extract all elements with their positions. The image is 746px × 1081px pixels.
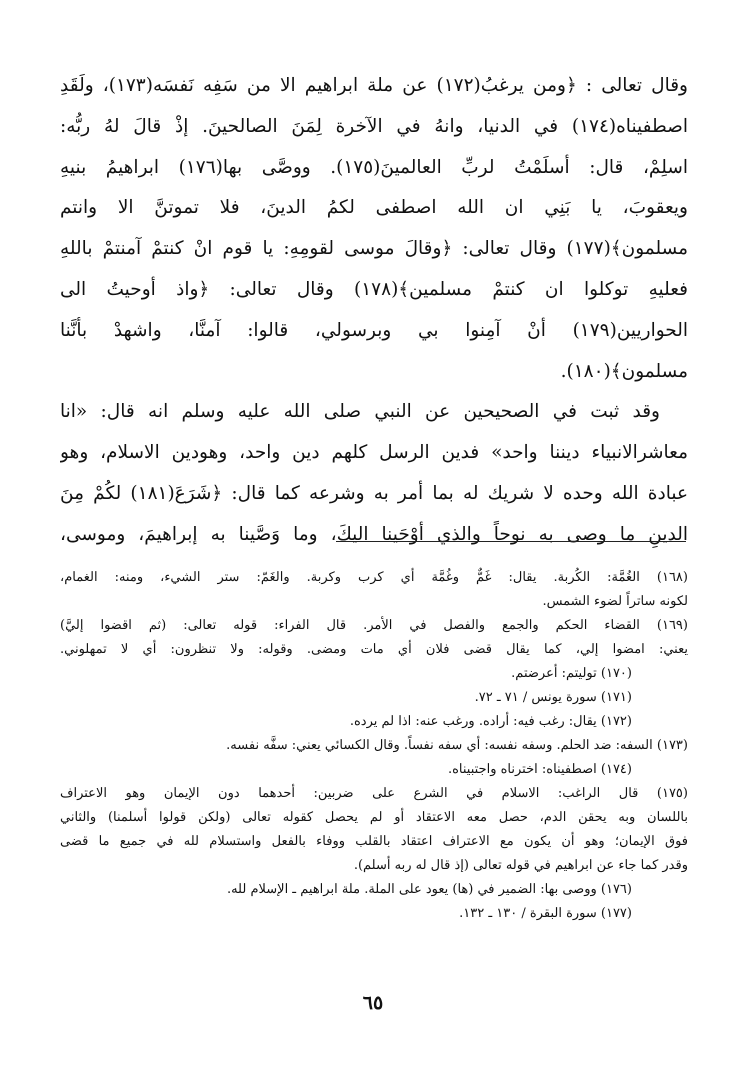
footnote-line: (١٦٩) القضاء الحكم والجمع والفصل في الأمر. قال الفراء: قوله تعالى: (ثم اقضوا إليَّ) — [60, 618, 688, 633]
footnote-line: (١٧٠) توليتم: أعرضتم. — [511, 666, 632, 681]
main-line: ويعقوبَ، يا بَنِي ان الله اصطفى لكمُ الدينَ، فلا تموتنَّ الا وانتم — [60, 197, 688, 219]
main-line: معاشرالانبياء ديننا واحد» فدين الرسل كلهم دين واحد، وهودين الاسلام، وهو — [60, 442, 688, 464]
main-line: مسلمون﴾(١٨٠). — [560, 360, 688, 382]
main-line: الحواريين(١٧٩) أنْ آمِنوا بي وبرسولي، قالوا: آمنَّا، واشهدْ بأنَّنا — [60, 319, 688, 341]
footnote-line: (١٧٧) سورة البقرة / ١٣٠ ـ ١٣٢. — [459, 906, 632, 921]
footnote-line: (١٦٨) الغُمَّة: الكُربة. يقال: غَمٌّ وغُمَّة أي كرب وكربة. والغَمّ: ستر الشيء، ومنه: الغمام، — [60, 570, 688, 585]
footnote-line: (١٧٥) قال الراغب: الاسلام في الشرع على ضربين: أحدهما دون الإيمان وهو الاعتراف — [60, 786, 688, 801]
page-number: ٦٥ — [362, 992, 384, 1014]
footnote-line: وقدر كما جاء عن ابراهيم في قوله تعالى (إذ قال له ربه أسلم). — [353, 858, 688, 873]
footnote-line: لكونه ساتراً لضوء الشمس. — [542, 594, 688, 609]
footnote-line: (١٧٦) ووصى بها: الضمير في (ها) يعود على الملة. ملة ابراهيم ـ الإسلام لله. — [226, 882, 632, 897]
main-line: اسلِمْ، قال: أسلَمْتُ لربِّ العالمينَ(١٧٥). ووصَّى بها(١٧٦) ابراهيمُ بنيهِ — [60, 156, 688, 178]
footnote-line: (١٧١) سورة يونس / ٧١ ـ ٧٢. — [474, 690, 632, 705]
footnote-line: (١٧٤) اصطفيناه: اخترناه واجتبيناه. — [447, 762, 632, 777]
footnote-line: باللسان وبه يحقن الدم، حصل معه الاعتقاد أو لم يحصل كقوله تعالى (ولكن قولوا أسلمنا) والثاني — [60, 810, 688, 825]
footnote-divider — [336, 541, 686, 542]
footnote-line: يعني: امضوا إلي، كما يقال قضى فلان أي مات ومضى. وقوله: ولا تنظرون: أي لا تمهلوني. — [60, 642, 688, 657]
main-line: الدينِ ما وصى به نوحاً والذي أوْحَينا اليكَ، وما وَصَّينا به إبراهيمَ، وموسى، — [60, 523, 688, 545]
main-line: فعليهِ توكلوا ان كنتمْ مسلمين﴾(١٧٨) وقال تعالى: ﴿واذ أوحيتُ الى — [60, 278, 688, 300]
main-line: وقال تعالى : ﴿ومن يرغبُ(١٧٢) عن ملة ابراهيم الا من سَفِه نَفسَه(١٧٣)، ولَقَدِ — [60, 75, 688, 96]
main-text — [60, 66, 688, 556]
footnote-line: (١٧٣) السفه: ضد الحلم. وسفه نفسه: أي سفه نفساً. وقال الكسائي يعني: سفَّه نفسه. — [226, 738, 688, 753]
footnote-line: فوق الإيمان؛ وهو أن يكون مع الاعتراف اعتقاد بالقلب ووفاء بالفعل واستسلام لله في جميع ما قضى — [60, 834, 688, 849]
footnote-line: (١٧٢) يقال: رغب فيه: أراده. ورغب عنه: اذا لم يرده. — [349, 714, 632, 729]
main-line: عبادة الله وحده لا شريك له بما أمر به وشرعه كما قال: ﴿شَرَعَ(١٨١) لكُمْ مِنَ — [60, 482, 688, 504]
main-line: اصطفيناه(١٧٤) في الدنيا، وانهُ في الآخرة لِمَنَ الصالحينَ. إذْ قالَ لهُ ربُّه: — [60, 115, 688, 137]
main-line: وقد ثبت في الصحيحين عن النبي صلى الله عليه وسلم انه قال: «انا — [60, 401, 660, 423]
main-line: مسلمون﴾(١٧٧) وقال تعالى: ﴿وقالَ موسى لقومِهِ: يا قوم انْ كنتمْ آمنتمْ باللهِ — [60, 238, 688, 260]
footnotes — [60, 566, 688, 926]
